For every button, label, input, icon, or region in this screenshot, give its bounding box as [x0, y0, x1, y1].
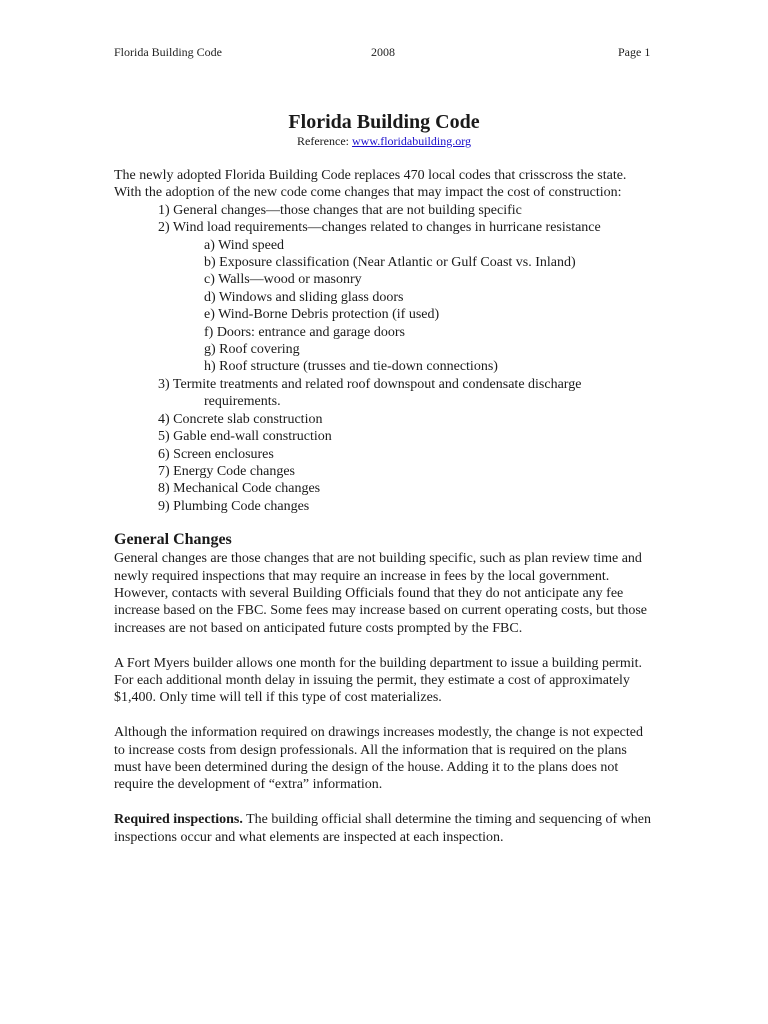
- inspections-paragraph: [114, 811, 654, 846]
- reference-line: [0, 133, 768, 149]
- paragraph-gap: [114, 707, 654, 724]
- document-title: Florida Building Code: [288, 111, 480, 133]
- reference-label: Reference:: [297, 134, 349, 148]
- sub-list-item: h) Roof structure (trusses and tie-down connections): [204, 359, 498, 375]
- intro-paragraph: The newly adopted Florida Building Code replaces 470 local codes that crisscross the state. With the adoption of the new code come changes that may impact the cost of construction:: [114, 168, 627, 201]
- list-item: 8) Mechanical Code changes: [158, 481, 321, 497]
- sub-list-item: e) Wind-Borne Debris protection (if used): [204, 307, 440, 323]
- sub-list-item: a) Wind speed: [204, 237, 285, 253]
- section-heading: General Changes: [114, 531, 232, 549]
- header-page-number: Page 1: [618, 45, 651, 59]
- general-changes-paragraph: General changes are those changes that are not building specific, such as plan review time and newly required inspections that may require an increase in fees by the local government. However, contacts with several Building Officials found that they do not anticipate any fee increase based on the FBC. Some fees may increase based on current operating costs, but those increases are not based on anticipated future costs prompted by the FBC.: [114, 551, 648, 636]
- list-item: 5) Gable end-wall construction: [158, 429, 332, 445]
- list-item: 7) Energy Code changes: [158, 463, 295, 479]
- drawings-paragraph: Although the information required on drawings increases modestly, the change is not expected to increase costs from design professionals. All the information that is required on the plans must have been determined during the design of the house. Adding it to the plans does not require the development of “extra” information.: [114, 725, 643, 793]
- paragraph-gap: [114, 794, 654, 811]
- paragraph-gap: [114, 637, 654, 654]
- header-year: 2008: [371, 45, 395, 59]
- sub-list-item: g) Roof covering: [204, 342, 300, 358]
- sub-list-item: f) Doors: entrance and garage doors: [204, 324, 405, 340]
- reference-link[interactable]: www.floridabuilding.org: [351, 134, 471, 148]
- inspections-lead: Required inspections.: [114, 812, 243, 828]
- header-title: Florida Building Code: [114, 45, 222, 59]
- list-item: 4) Concrete slab construction: [158, 411, 323, 427]
- inspections-text: The building official shall determine the timing and sequencing of when inspections occur and what elements are inspected at each inspection.: [114, 812, 651, 845]
- document-body: [114, 167, 654, 846]
- sub-list-item: c) Walls—wood or masonry: [204, 272, 362, 288]
- list-item: 6) Screen enclosures: [158, 446, 274, 462]
- fort-myers-paragraph: A Fort Myers builder allows one month for the building department to issue a building permit. For each additional month delay in issuing the permit, they estimate a cost of approximately $1,400. Only time will tell if this type of cost materializes.: [114, 655, 643, 706]
- list-item: 3) Termite treatments and related roof downspout and condensate discharge: [158, 376, 582, 392]
- sub-list-item: b) Exposure classification (Near Atlantic or Gulf Coast vs. Inland): [204, 255, 576, 271]
- list-item: 9) Plumbing Code changes: [158, 498, 310, 514]
- sub-list-item: d) Windows and sliding glass doors: [204, 289, 404, 305]
- list-item-continuation: requirements.: [204, 394, 281, 410]
- changes-list: [114, 202, 654, 515]
- list-item: 1) General changes—those changes that are not building specific: [158, 202, 522, 218]
- list-item: 2) Wind load requirements—changes related to changes in hurricane resistance: [158, 220, 601, 236]
